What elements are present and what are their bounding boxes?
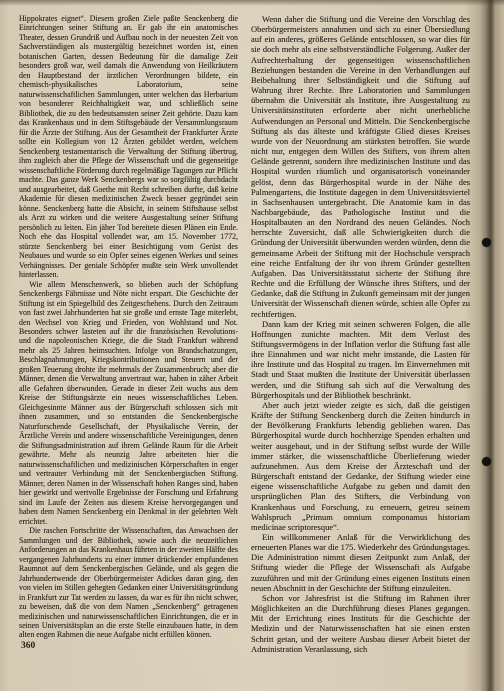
paragraph: Die raschen Fortschritte der Wissenschaften, das Anwachsen der Sammlungen und der Bibliothek, sowie auch die neuzeitlichen Anforderungen an das Krankenhaus führten in der zweiten Hälfte des vergangenen Jahrhunderts zu einer immer drückender empfundenen Raumnot auf dem Senckenbergischen Gelände, und als gegen die Jahrhundertwende der Oberbürgermeister Adickes daran ging, den von vielen im Stillen gehegten Gedanken einer Universitätsgründung in Frankfurt zur Tat werden zu lassen, da war es für ihn nicht schwer, zu beweisen, daß die von dem Namen „Senckenberg“ getragenen medizinischen und naturwissenschaftlichen Einrichtungen, die er in seinen Universitätsplan an die erste Stelle einzubauen hatte, in dem alten engen Rahmen die neue Aufgabe nicht erfüllen können.: [19, 526, 238, 640]
left-column: [19, 14, 238, 642]
punch-hole: [482, 238, 491, 247]
column-text: [251, 14, 470, 654]
paragraph: Hippokrates eignet“. Diesem großen Ziele paßte Senckenberg die Einrichtungen seiner Stiftung an. Er gab ihr ein anatomisches Theater, dessen Grundriß und Aufbau noch in der neuesten Zeit von Sachverständigen als mustergültig bezeichnet worden ist, einen botanischen Garten, dessen Bedeutung für die damalige Zeit besonders groß war, weil damals die Anwendung von Heilkräutern den Hauptbestand der ärztlichen Verordnungen bildete, ein chemisch-physikalisches Laboratorium, seine naturwissenschaftlichen Sammlungen, unter welchen das Herbarium von besonderer Reichhaltigkeit war, und schließlich seine Bibliothek, die zu den bedeutsamsten seiner Zeit gehörte. Dazu kam das Krankenhaus und in dem Stiftsgebäude der Versammlungsraum für die Ärzte der Stiftung. Aus der Gesamtheit der Frankfurter Ärzte sollte ein Kollegium von 12 Ärzten gebildet werden, welchem Senckenberg testamentarisch die Verwaltung der Stiftung übertrug, ihm zugleich aber die Pflege der Wissenschaft und die gegenseitige wissenschaftliche Förderung durch regelmäßige Tagungen zur Pflicht machte. Das ganze Werk Senckenbergs war so sorgfältig durchdacht und ausgearbeitet, daß Goethe mit Recht schreiben durfte, daß keine Akademie für diesen medizinischen Zweck besser gegründet sein könne. Senckenberg hatte die Absicht, in seinem Stiftshause selbst als Arzt zu wirken und die weitere Ausgestaltung seiner Stiftung persönlich zu leiten. Ein jäher Tod bereitete diesen Plänen ein Ende. Noch ehe das Hospital vollendet war, am 15. November 1772, stürzte Senckenberg bei einer Besichtigung vom Gerüst des Neubaues und wurde so ein Opfer seines eigenen Werkes und seines Verhängnisses. Der geniale Schöpfer mußte sein Werk unvollendet hinterlassen.: [19, 14, 238, 280]
punch-hole: [482, 457, 491, 466]
paragraph: Ein willkommener Anlaß für die Verwirklichung des erneuerten Planes war die 175. Wiederkehr des Gründungstages. Die Administration nimmt diesen Zeitpunkt zum Anlaß, der Stiftung wieder die Pflege der Wissenschaft als Aufgabe zuzuführen und mit der Gründung eines eigenen Instituts einen neuen Abschnitt in der Geschichte der Stiftung einzuleiten.: [251, 531, 470, 593]
binding-shadow: [486, 0, 495, 691]
column-text: [19, 14, 238, 640]
paragraph: Dann kam der Krieg mit seinen schweren Folgen, die alle Hoffnungen zunichte machten. Mit dem Verlust des Stiftungsvermögens in der Inflation verlor die Stiftung fast alle ihre Einnahmen und war nicht mehr imstande, die Lasten für ihre Institute und das Hospital zu tragen. Im Einvernehmen mit Stadt und Staat mußten die Institute der Universität überlassen werden, und die Stiftung sah sich auf die Verwaltung des Bürgerhospitals und der Bibliothek beschränkt.: [251, 318, 470, 400]
paragraph: Wie allem Menschenwerk, so blieben auch der Schöpfung Senckenbergs Fährnisse und Nöte nicht erspart. Die Geschichte der Stiftung ist ein Spiegelbild des Zeitgeschehens. Durch den Zeitraum von fast zwei Jahrhunderten hat sie große und ernste Tage miterlebt, den Wechsel von Krieg und Frieden, von Wohlstand und Not. Besonders schwer lasteten auf ihr die französischen Revolutions- und die napoleonischen Kriege, die die Stadt Frankfurt während mehr als 25 Jahren heimsuchten. Infolge von Brandschatzungen, Beschlagnahmungen, Kriegskontributionen und Steuern und der großen Teuerung drohte ihr mehrmals der Zusammenbruch; aber die Männer, denen die Verwaltung anvertraut war, haben in zäher Arbeit alle Gefahren überwunden. Gerade in dieser Zeit wuchs aus dem Kreise der Stiftungsärzte ein neues wissenschaftliches Leben. Gleichgesinnte Männer aus der Bürgerschaft schlossen sich mit ihnen zusammen, und so entstanden die Senckenbergische Naturforschende Gesellschaft, der Physikalische Verein, der Ärztliche Verein und andere wissenschaftliche Vereinigungen, denen die Stiftungsadministration auf ihrem Gelände Raum für die Arbeit gewährte. Mehr als neunzig Jahre arbeiteten hier die naturwissenschaftlichen und medizinischen Körperschaften in enger und vertrauter Verbindung mit der Senckenbergischen Stiftung. Männer, deren Namen in der Wissenschaft hohen Ranges sind, haben hier gewirkt und wertvolle Ergebnisse der Forschung und Erfahrung sind im Laufe der Zeiten aus diesem Kreise hervorgegangen und haben dem Namen Senckenberg ein Denkmal in der gelehrten Welt errichtet.: [19, 279, 238, 526]
paragraph: Schon vor Jahresfrist ist die Stiftung im Rahmen ihrer Möglichkeiten an die Durchführung dieses Planes gegangen. Mit der Errichtung eines Instituts für die Geschichte der Medizin und der Naturwissenschaften hat sie einen ersten Schritt getan, und der weitere Ausbau dieser Arbeit bietet der Administration Veranlassung, sich: [251, 592, 470, 654]
paragraph: Aber auch jetzt wieder zeigte es sich, daß die geistigen Kräfte der Stiftung Senckenberg durch die Zeiten hindurch in der Bevölkerung Frankfurts lebendig geblieben waren. Das Bürgerhospital wurde durch hochherzige Spenden erhalten und weiter ausgebaut, und in der Stiftung selbst wurde der Wille immer stärker, die wissenschaftliche Überlieferung wieder aufzunehmen. Aus dem Kreise der Ärzteschaft und der Bürgerschaft entstand der Gedanke, der Stiftung wieder eine eigene wissenschaftliche Aufgabe zu geben und damit den ursprünglichen Plan des Stifters, die Verbindung von Krankenhaus und Forschung, zu erneuern, getreu seinem Wahlspruch „Primum omnium componamus historiam medicinae scriptoresque“.: [251, 399, 470, 532]
right-column: [251, 14, 470, 654]
page-number: 360: [21, 641, 36, 651]
paragraph: Wenn daher die Stiftung und die Vereine den Vorschlag des Oberbürgermeisters annahmen und sich zu einer Übersiedlung auf ein anderes, größeres Gelände entschlossen, so war dies für sie doch mehr als eine selbstverständliche Folgerung. Außer der Aufrechterhaltung der gegenseitigen wissenschaftlichen Beziehungen bestanden die Vereine in den Verhandlungen auf Beibehaltung ihrer Selbständigkeit und die Stiftung auf Wahrung ihrer Rechte. Ihre Laboratorien und Sammlungen übernahm die Universität als Institute, ihre Ausgestaltung zu Universitätsinstituten erforderte aber nicht unerhebliche Aufwendungen an Personal und Mitteln. Die Senckenbergische Stiftung als das älteste und kräftigste Glied dieses Kreises wurde von der Neuordnung am stärksten betroffen. Sie wurde nicht nur, entgegen dem Willen des Stifters, von ihrem alten Gelände getrennt, sondern ihre medizinischen Institute und das Hospital wurden räumlich und organisatorisch voneinander gelöst, denn das Bürgerhospital wurde in der Nähe des Palmengartens, die Institute dagegen in dem Universitätsviertel in Sachsenhausen untergebracht. Die Anatomie kam in das Nachbargebäude, das Pathologische Institut und die Hospitalbauten an den Nordrand des neuen Geländes. Noch herrschte Zuversicht, daß alle Schwierigkeiten durch die Gründung der Universität überwunden werden würden, denn die gemeinsame Arbeit der Stiftung mit der Hochschule versprach eine reiche Entfaltung der ihr von ihrem Gründer gestellten Aufgaben. Das Universitätsstatut sicherte der Stiftung ihre Rechte und die Erfüllung der Wünsche ihres Stifters, und der Gedanke, daß die Stiftung in Zukunft gemeinsam mit der jungen Universität der Wissenschaft dienen würde, schien alle Opfer zu rechtfertigen.: [251, 14, 470, 319]
